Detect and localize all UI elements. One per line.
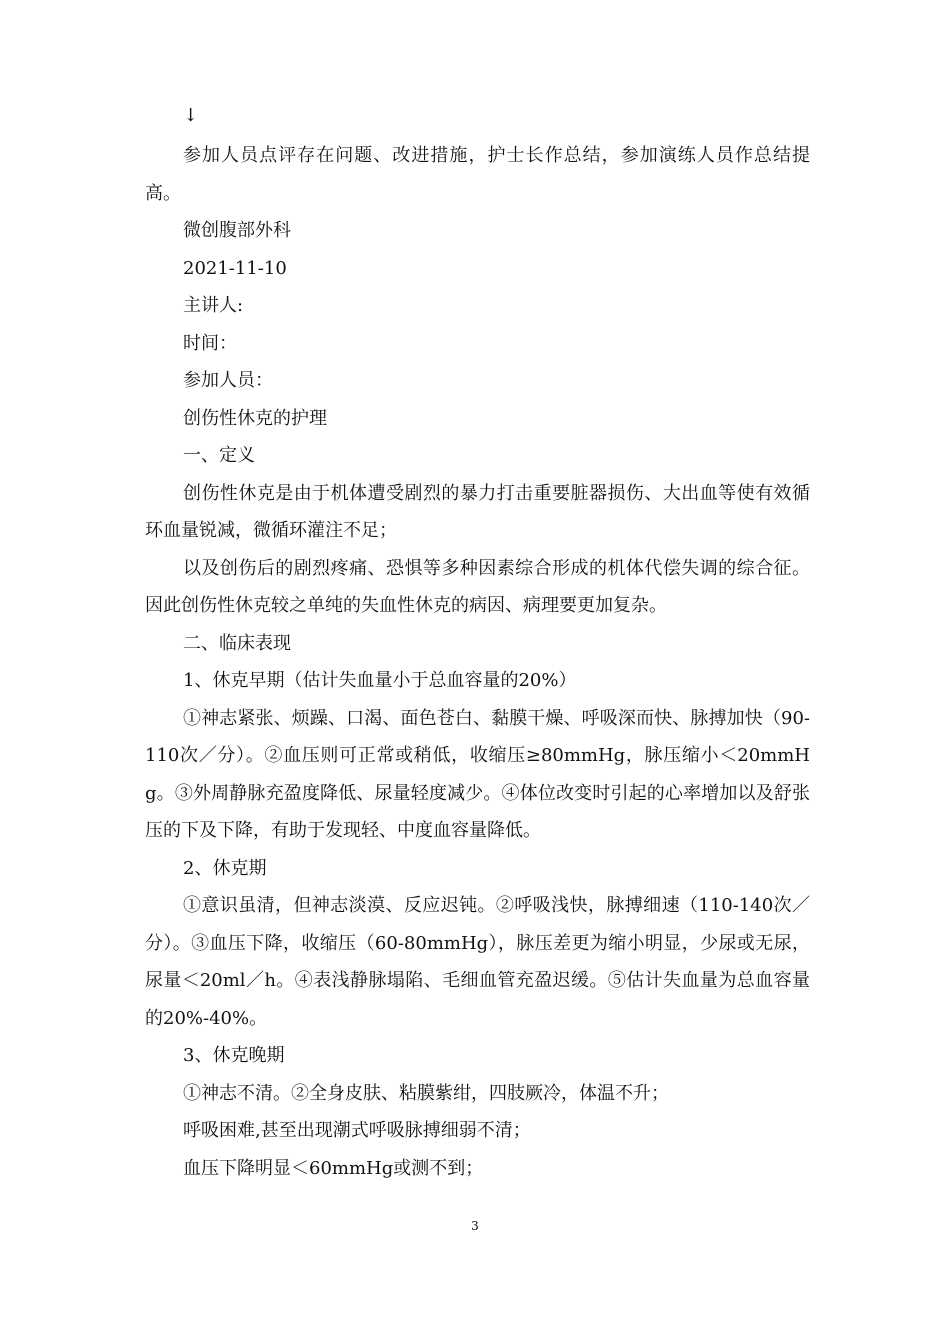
document-date: 2021-11-10: [183, 257, 287, 279]
heading-clinical: 二、临床表现: [183, 632, 291, 654]
paragraph-definition-2: 以及创伤后的剧烈疼痛、恐惧等多种因素综合形成的机体代偿失调的综合征。因此创伤性休克较之单纯的失血性休克的病因、病理要更加复杂。: [145, 557, 810, 616]
heading-late-stage: 3、休克晚期: [183, 1045, 285, 1066]
department-name: 微创腹部外科: [183, 220, 291, 241]
page-number: 3: [471, 1219, 479, 1233]
heading-shock-stage: 2、休克期: [183, 857, 267, 879]
speaker-label: 主讲人:: [183, 295, 244, 316]
heading-early-stage: 1、休克早期（估计失血量小于总血容量的20%）: [183, 670, 577, 691]
section-title: 创伤性休克的护理: [183, 407, 327, 429]
heading-definition: 一、定义: [183, 445, 255, 466]
attendees-label: 参加人员：: [183, 370, 273, 391]
down-arrow-icon: ↓: [183, 105, 199, 126]
time-label: 时间：: [183, 332, 237, 354]
paragraph-definition-1: 创伤性休克是由于机体遭受剧烈的暴力打击重要脏器损伤、大出血等使有效循环血量锐减，微循环灌注不足；: [145, 482, 810, 541]
paragraph-shock-stage: ①意识虽清，但神志淡漠、反应迟钝。②呼吸浅快，脉搏细速（110-140次／分）。③血压下降，收缩压（60-80mmHg），脉压差更为缩小明显，少尿或无尿，尿量＜20ml／h。④表浅静脉塌陷、毛细血管充盈迟缓。⑤估计失血量为总血容量的20%-40%。: [145, 895, 810, 1029]
document-body: [145, 100, 810, 1187]
paragraph-late-stage-3: 血压下降明显＜60mmHg或测不到；: [183, 1157, 484, 1179]
paragraph-summary: 参加人员点评存在问题、改进措施，护士长作总结，参加演练人员作总结提高。: [145, 145, 810, 204]
paragraph-late-stage-2: 呼吸困难,甚至出现潮式呼吸脉搏细弱不清；: [183, 1120, 531, 1141]
paragraph-early-stage: ①神志紧张、烦躁、口渴、面色苍白、黏膜干燥、呼吸深而快、脉搏加快（90-110次／分）。②血压则可正常或稍低，收缩压≥80mmHg，脉压缩小＜20mmHg。③外周静脉充盈度降低、尿量轻度减少。④体位改变时引起的心率增加以及舒张压的下及下降，有助于发现轻、中度血容量降低。: [145, 707, 810, 841]
paragraph-late-stage-1: ①神志不清。②全身皮肤、粘膜紫绀，四肢厥冷，体温不升；: [183, 1082, 669, 1104]
